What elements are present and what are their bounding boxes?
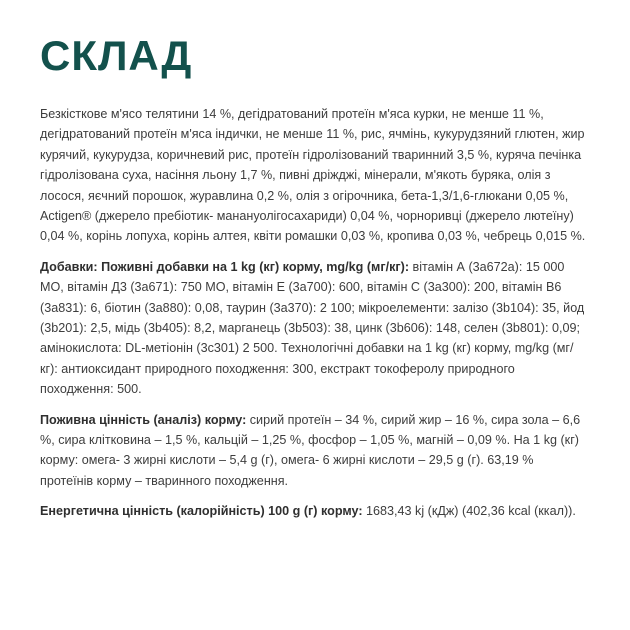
additives-text: вітамін А (3а672а): 15 000 МО, вітамін Д3 (3а671): 750 МО, вітамін Е (3а700): 600, вітамін С (3а300): 200, вітамін В6 (3а831): 6, біотин (3а880): 0,08, таурин (3а370): 2 100; мікроелементи: залізо (3b104): 35, йод (3b201): 2,5, мідь (3b405): 8,2, марганець (3b503): 38, цинк (3b606): 148, селен (3b801): 0,09; амінокислота: DL-метіонін (3c301) 2 500. Технологічні добавки на 1 kg (кг) корму, mg/kg (мг/кг): антиоксидант природного походження: 300, екстракт токоферолу природного походження: 500. — [40, 259, 585, 397]
paragraph-energy — [40, 501, 590, 521]
paragraph-analysis — [40, 410, 590, 492]
analysis-heading: Поживна цінність (аналіз) корму: — [40, 412, 247, 427]
analysis-text: сирий протеїн – 34 %, сирий жир – 16 %, сира зола – 6,6 %, сира клітковина – 1,5 %, кальцій – 1,25 %, фосфор – 1,05 %, магній – 0,09 %. На 1 kg (кг) корму: омега- 3 жирні кислоти – 5,4 g (г), омега- 6 жирні кислоти – 29,5 g (г). 63,19 % протеїнів корму – тваринного походження. — [40, 412, 581, 488]
energy-heading: Енергетична цінність (калорійність) 100 g (г) корму: — [40, 504, 363, 519]
additives-heading: Добавки: Поживні добавки на 1 kg (кг) корму, mg/kg (мг/кг): — [40, 259, 410, 274]
ingredients-text: Безкісткове м'ясо телятини 14 %, дегідратований протеїн м'яса курки, не менше 11 %, дегідратований протеїн м'яса індички, не менше 11 %, рис, ячмінь, кукурудзяний глютен, жир курячий, кукурудза, коричневий рис, протеїн гідролізований тваринний 3,5 %, куряча печінка гідролізована суха, насіння льону 1,7 %, пивні дріжджі, мінерали, м'якоть буряка, олія з лосося, яєчний порошок, журавлина 0,2 %, олія з огірочника, бета-1,3/1,6-глюкани 0,05 %, Actigen® (джерело пребіотик- манануолігосахариди) 0,04 %, чорноривці (джерело лютеїну) 0,04 %, корінь лопуха, корінь алтея, квіти ромашки 0,03 %, кропива 0,03 %, чебрець 0,015 %. — [40, 107, 586, 244]
energy-text: 1683,43 kj (кДж) (402,36 kcal (ккал)). — [362, 504, 576, 519]
page-title: СКЛАД — [40, 32, 193, 79]
paragraph-ingredients — [40, 104, 590, 247]
paragraph-additives — [40, 257, 590, 400]
